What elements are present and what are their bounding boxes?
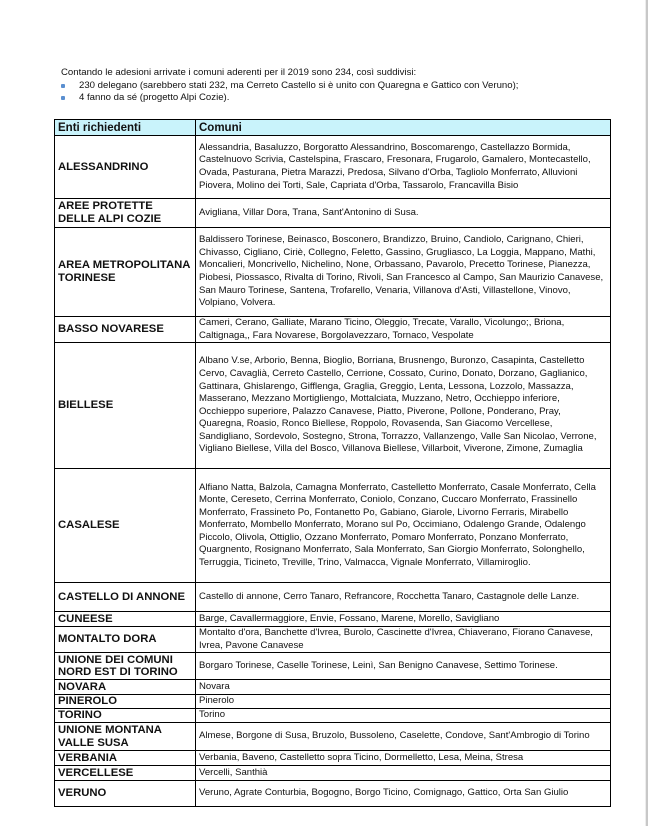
table-row (55, 653, 611, 680)
table-row (55, 469, 611, 583)
ente-cell: CUNEESE (55, 612, 196, 627)
comuni-cell: Alfiano Natta, Balzola, Camagna Monferrato, Castelletto Monferrato, Casale Monferrato, Cella Monte, Cereseto, Cerrina Monferrato, Coniolo, Conzano, Cuccaro Monferrato, Frassinello Monferrato, Frassineto Po, Fontanetto Po, Gabiano, Giarole, Livorno Ferraris, Mirabello Monferrato, Mombello Monferrato, Morano sul Po, Occimiano, Odalengo Grande, Odalengo Piccolo, Olivola, Ottiglio, Ozzano Monferrato, Pomaro Monferrato, Ponzano Monferrato, Quargnento, Rosignano Monferrato, Sala Monferrato, San Giorgio Monferrato, Solonghello, Terruggia, Ticineto, Treville, Trino, Valmacca, Vignale Monferrato, Villamiroglio. (196, 469, 611, 583)
table-row (55, 228, 611, 317)
ente-cell: TORINO (55, 709, 196, 723)
table-row (55, 343, 611, 469)
ente-cell: CASTELLO DI ANNONE (55, 583, 196, 612)
bullet-item (61, 80, 621, 93)
ente-cell: ALESSANDRINO (55, 136, 196, 199)
ente-cell: AREE PROTETTE DELLE ALPI COZIE (55, 199, 196, 228)
table-row (55, 781, 611, 807)
comuni-cell: Cameri, Cerano, Galliate, Marano Ticino, Oleggio, Trecate, Varallo, Vicolungo;, Briona, Caltignaga,, Fara Novarese, Borgolavezzaro, Tornaco, Vespolate (196, 317, 611, 343)
comuni-cell: Veruno, Agrate Conturbia, Bogogno, Borgo Ticino, Comignago, Gattico, Orta San Giulio (196, 781, 611, 807)
intro-text: Contando le adesioni arrivate i comuni aderenti per il 2019 sono 234, così suddivisi: (61, 67, 417, 78)
comuni-cell: Pinerolo (196, 695, 611, 709)
table-row (55, 583, 611, 612)
comuni-cell: Novara (196, 680, 611, 695)
header-comuni: Comuni (196, 120, 611, 136)
table-row (55, 317, 611, 343)
table-row (55, 612, 611, 627)
ente-cell: VERUNO (55, 781, 196, 807)
ente-cell: CASALESE (55, 469, 196, 583)
ente-cell: MONTALTO DORA (55, 627, 196, 653)
table-row (55, 766, 611, 781)
table-row (55, 723, 611, 751)
table-header-row (55, 120, 611, 136)
table-row (55, 695, 611, 709)
comuni-cell: Torino (196, 709, 611, 723)
enti-comuni-table (54, 119, 611, 807)
table-row (55, 136, 611, 199)
comuni-cell: Almese, Borgone di Susa, Bruzolo, Bussoleno, Caselette, Condove, Sant'Ambrogio di Torino (196, 723, 611, 751)
comuni-cell: Vercelli, Santhià (196, 766, 611, 781)
table-row (55, 709, 611, 723)
ente-cell: PINEROLO (55, 695, 196, 709)
table-row (55, 199, 611, 228)
ente-cell: BASSO NOVARESE (55, 317, 196, 343)
header-enti: Enti richiedenti (55, 120, 196, 136)
bullet-text: 230 delegano (sarebbero stati 232, ma Cerreto Castello si è unito con Quaregna e Gattico con Veruno); (79, 79, 519, 91)
ente-cell: AREA METROPOLITANA TORINESE (55, 228, 196, 317)
comuni-cell: Barge, Cavallermaggiore, Envie, Fossano, Marene, Morello, Savigliano (196, 612, 611, 627)
ente-cell: UNIONE DEI COMUNI NORD EST DI TORINO (55, 653, 196, 680)
intro-section (61, 67, 621, 105)
comuni-cell: Albano V.se, Arborio, Benna, Bioglio, Borriana, Brusnengo, Buronzo, Casapinta, Castelletto Cervo, Cavaglià, Cerreto Castello, Cerrione, Cossato, Curino, Donato, Dorzano, Gaglianico, Gattinara, Ghislarengo, Gifflenga, Graglia, Greggio, Lenta, Lessona, Lozzolo, Massazza, Masserano, Mezzano Mortigliengo, Mottalciata, Muzzano, Netro, Occhieppo inferiore, Occhieppo superiore, Palazzo Canavese, Piatto, Piverone, Pollone, Ponderano, Pray, Quaregna, Roasio, Ronco Biellese, Roppolo, Rovasenda, San Giacomo Vercellese, Sandigliano, Sordevolo, Sostegno, Strona, Torrazzo, Vallanzengo, Valle San Nicolao, Verrone, Vigliano Biellese, Villa del Bosco, Villanova Biellese, Villarboit, Viverone, Zimone, Zumaglia (196, 343, 611, 469)
bullet-text: 4 fanno da sé (progetto Alpi Cozie). (79, 92, 230, 103)
table-row (55, 680, 611, 695)
comuni-cell: Avigliana, Villar Dora, Trana, Sant'Antonino di Susa. (196, 199, 611, 228)
ente-cell: BIELLESE (55, 343, 196, 469)
bullet-item (61, 92, 621, 105)
comuni-cell: Castello di annone, Cerro Tanaro, Refrancore, Rocchetta Tanaro, Castagnole delle Lanze. (196, 583, 611, 612)
ente-cell: VERBANIA (55, 751, 196, 766)
comuni-cell: Borgaro Torinese, Caselle Torinese, Leinì, San Benigno Canavese, Settimo Torinese. (196, 653, 611, 680)
comuni-cell: Baldissero Torinese, Beinasco, Bosconero, Brandizzo, Bruino, Candiolo, Carignano, Chieri, Chivasso, Cigliano, Ciriè, Collegno, Feletto, Gassino, Grugliasco, La Loggia, Mappano, Mathi, Moncalieri, Moncrivello, Nichelino, None, Orbassano, Pavarolo, Precetto Torinese, Pianezza, Piobesi, Piossasco, Rivalta di Torino, Rivoli, San Francesco al Campo, San Maurizio Canavese, San Mauro Torinese, Santena, Trofarello, Venaria, Villanova d'Asti, Villastellone, Vinovo, Volpiano, Volvera. (196, 228, 611, 317)
bullet-icon (61, 96, 65, 100)
bullet-icon (61, 84, 65, 88)
ente-cell: UNIONE MONTANA VALLE SUSA (55, 723, 196, 751)
table-row (55, 627, 611, 653)
intro-bullet-list (61, 80, 621, 105)
comuni-cell: Montalto d'ora, Banchette d'Ivrea, Burolo, Cascinette d'Ivrea, Chiaverano, Fiorano Canavese, Ivrea, Pavone Canavese (196, 627, 611, 653)
ente-cell: VERCELLESE (55, 766, 196, 781)
comuni-cell: Verbania, Baveno, Castelletto sopra Ticino, Dormelletto, Lesa, Meina, Stresa (196, 751, 611, 766)
ente-cell: NOVARA (55, 680, 196, 695)
comuni-cell: Alessandria, Basaluzzo, Borgoratto Alessandrino, Boscomarengo, Castellazzo Bormida, Castelnuovo Scrivia, Castelspina, Frascaro, Fresonara, Frugarolo, Gamalero, Montecastello, Ovada, Pasturana, Pietra Marazzi, Predosa, Silvano d'Orba, Tagliolo Monferrato, Alluvioni Piovera, Molino dei Torti, Sale, Capriata d'Orba, Tassarolo, Francavilla Bisio (196, 136, 611, 199)
table-row (55, 751, 611, 766)
